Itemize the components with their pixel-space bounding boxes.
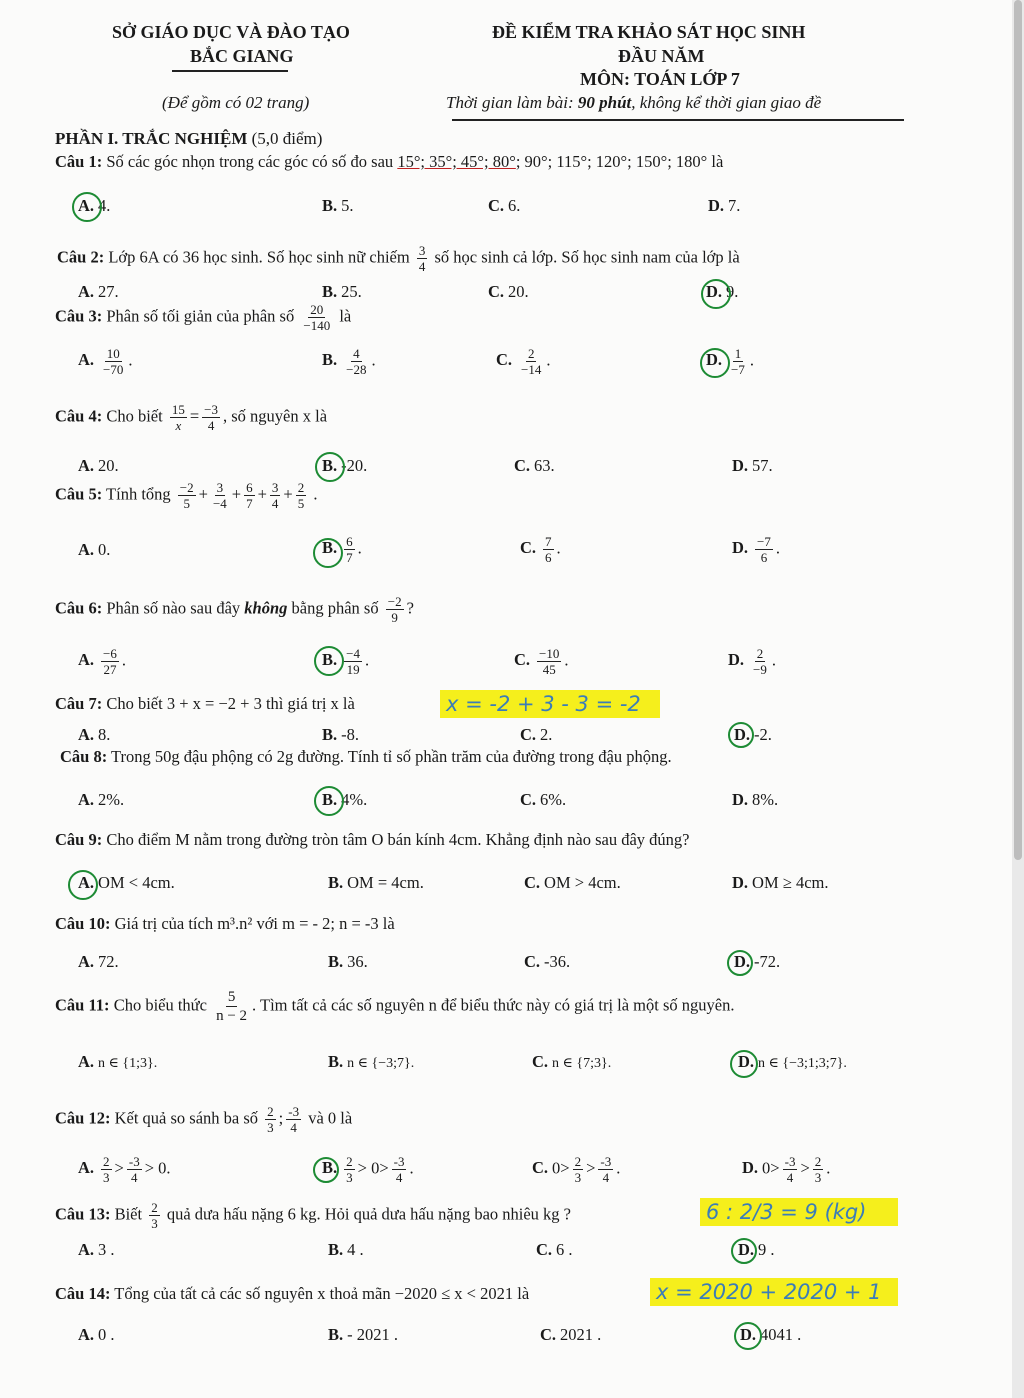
q4-option-a[interactable]: A. 20. <box>78 456 119 475</box>
q3-option-c[interactable]: C. $\frac{2}{-14}$ . <box>496 346 551 377</box>
q10-option-b[interactable]: B. 36. <box>328 952 368 971</box>
handwritten-answer-q7: x = -2 + 3 - 3 = -2 <box>440 690 660 718</box>
answer-circle-q3 <box>700 348 730 378</box>
q8-option-a[interactable]: A. 2%. <box>78 790 125 809</box>
fraction: $\frac{3}{4}$ <box>418 243 426 274</box>
answer-circle-q10 <box>727 950 753 976</box>
answer-circle-q2 <box>701 279 731 309</box>
q13-option-b[interactable]: B. 4 . <box>328 1240 364 1259</box>
exam-subtitle: ĐẦU NĂM <box>618 46 705 66</box>
q5-option-c[interactable]: C. $\frac{7}{6}$ . <box>520 534 561 565</box>
question-7: Câu 7: Cho biết 3 + x = −2 + 3 thì giá trị x là <box>55 694 355 713</box>
question-14: Câu 14: Tổng của tất cả các số nguyên x thoả mãn −2020 ≤ x < 2021 là <box>55 1284 530 1303</box>
question-12: Câu 12: Kết quả so sánh ba số $\frac{2}{3}$ ; $\frac{-3}{4}$ và 0 là <box>55 1104 353 1135</box>
answer-circle-q12 <box>313 1157 339 1183</box>
question-2: Câu 2: Lớp 6A có 36 học sinh. Số học sinh nữ chiếm $\frac{3}{4}$ số học sinh cả lớp. Số học sinh nam của lớp là <box>57 243 740 274</box>
q6-option-c[interactable]: C. $\frac{-10}{45}$ . <box>514 646 569 677</box>
q9-option-a[interactable]: A. OM < 4cm. <box>78 873 175 892</box>
q13-option-c[interactable]: C. 6 . <box>536 1240 573 1259</box>
q4-option-b[interactable]: B. -20. <box>322 456 368 475</box>
school-dept: SỞ GIÁO DỤC VÀ ĐÀO TẠO <box>112 22 350 42</box>
q7-option-a[interactable]: A. 8. <box>78 725 111 744</box>
question-13: Câu 13: Biết $\frac{2}{3}$ quả dưa hấu nặng 6 kg. Hỏi quả dưa hấu nặng bao nhiêu kg ? <box>55 1200 571 1231</box>
q1-option-b[interactable]: B. 5. <box>322 196 354 215</box>
answer-circle-q1 <box>72 192 102 222</box>
question-6: Câu 6: Phân số nào sau đây không bằng phân số $\frac{-2}{9}$ ? <box>55 594 414 625</box>
q2-option-a[interactable]: A. 27. <box>78 282 119 301</box>
question-11: Câu 11: Cho biểu thức $\frac{5}{n - 2}$ . Tìm tất cả các số nguyên n để biểu thức này có giá trị là một số nguyên. <box>55 989 735 1024</box>
header-divider-right <box>452 119 904 121</box>
q11-option-d[interactable]: D. n ∈ {−3;1;3;7}. <box>738 1052 847 1071</box>
q9-option-b[interactable]: B. OM = 4cm. <box>328 873 424 892</box>
q10-option-d[interactable]: D. -72. <box>734 952 781 971</box>
q6-option-b[interactable]: B. $\frac{-4}{19}$ . <box>322 646 370 677</box>
exam-title: ĐỀ KIỂM TRA KHẢO SÁT HỌC SINH <box>492 22 806 42</box>
q13-option-a[interactable]: A. 3 . <box>78 1240 115 1259</box>
q9-option-c[interactable]: C. OM > 4cm. <box>524 873 621 892</box>
q9-option-d[interactable]: D. OM ≥ 4cm. <box>732 873 829 892</box>
exam-time-note: Thời gian làm bài: 90 phút, không kể thời gian giao đề <box>446 93 822 112</box>
exam-subject: MÔN: TOÁN LỚP 7 <box>580 69 740 89</box>
answer-circle-q14 <box>734 1322 762 1350</box>
q8-option-b[interactable]: B. 4%. <box>322 790 368 809</box>
handwritten-answer-q14: x = 2020 + 2020 + 1 <box>650 1278 898 1306</box>
answer-circle-q4 <box>315 452 345 482</box>
q12-option-b[interactable]: B. $\frac{2}{3}$ > 0> $\frac{-3}{4}$ . <box>322 1154 414 1185</box>
q1-option-a[interactable]: A. 4. <box>78 196 111 215</box>
q6-option-a[interactable]: A. $\frac{-6}{27}$ . <box>78 646 127 677</box>
q7-option-d[interactable]: D. -2. <box>734 725 772 744</box>
question-9: Câu 9: Cho điểm M nằm trong đường tròn tâm O bán kính 4cm. Khẳng định nào sau đây đúng? <box>55 830 690 849</box>
q6-option-d[interactable]: D. $\frac{2}{-9}$ . <box>728 646 777 677</box>
q5-option-a[interactable]: A. 0. <box>78 540 111 559</box>
q3-option-b[interactable]: B. $\frac{4}{-28}$ . <box>322 346 376 377</box>
q8-option-d[interactable]: D. 8%. <box>732 790 779 809</box>
q2-option-d[interactable]: D. 9. <box>706 282 739 301</box>
header-divider-left <box>172 70 288 72</box>
q14-option-a[interactable]: A. 0 . <box>78 1325 115 1344</box>
answer-circle-q13 <box>731 1238 757 1264</box>
answer-circle-q7 <box>728 722 754 748</box>
q2-option-c[interactable]: C. 20. <box>488 282 529 301</box>
q11-option-b[interactable]: B. n ∈ {−3;7}. <box>328 1052 415 1071</box>
q10-option-a[interactable]: A. 72. <box>78 952 119 971</box>
school-province: BẮC GIANG <box>190 46 294 66</box>
q11-option-c[interactable]: C. n ∈ {7;3}. <box>532 1052 612 1071</box>
answer-circle-q6 <box>314 646 344 676</box>
question-4: Câu 4: Cho biết $\frac{15}{x}$ = $\frac{-3}{4}$ , số nguyên x là <box>55 402 328 433</box>
q3-option-d[interactable]: D. $\frac{1}{-7}$ . <box>706 346 755 377</box>
question-5: Câu 5: Tính tổng $\frac{-2}{5}$ + $\frac{3}{-4}$ + $\frac{6}{7}$ + $\frac{3}{4}$ + $\frac{2}{5}$ . <box>55 480 318 511</box>
q12-option-a[interactable]: A. $\frac{2}{3}$ > $\frac{-3}{4}$ > 0. <box>78 1154 171 1185</box>
q14-option-b[interactable]: B. - 2021 . <box>328 1325 399 1344</box>
q1-option-c[interactable]: C. 6. <box>488 196 521 215</box>
q12-option-c[interactable]: C. 0> $\frac{2}{3}$ > $\frac{-3}{4}$ . <box>532 1154 621 1185</box>
q3-option-a[interactable]: A. $\frac{10}{-70}$ . <box>78 346 133 377</box>
q1-option-d[interactable]: D. 7. <box>708 196 741 215</box>
q14-option-c[interactable]: C. 2021 . <box>540 1325 602 1344</box>
q14-option-d[interactable]: D. 4041 . <box>740 1325 802 1344</box>
q5-option-d[interactable]: D. $\frac{-7}{6}$ . <box>732 534 781 565</box>
q11-option-a[interactable]: A. n ∈ {1;3}. <box>78 1052 158 1071</box>
q2-option-b[interactable]: B. 25. <box>322 282 362 301</box>
question-1: Câu 1: Số các góc nhọn trong các góc có số đo sau 15°; 35°; 45°; 80°; 90°; 115°; 120°; 150°; 180° là <box>55 152 724 171</box>
q8-option-c[interactable]: C. 6%. <box>520 790 567 809</box>
q13-option-d[interactable]: D. 9 . <box>738 1240 775 1259</box>
section-title: PHẦN I. TRẮC NGHIỆM (5,0 điểm) <box>55 129 323 148</box>
q4-option-c[interactable]: C. 63. <box>514 456 555 475</box>
q7-option-c[interactable]: C. 2. <box>520 725 553 744</box>
question-8: Câu 8: Trong 50g đậu phộng có 2g đường. Tính tỉ số phần trăm của đường trong đậu phộng. <box>60 747 672 766</box>
q7-option-b[interactable]: B. -8. <box>322 725 360 744</box>
question-3: Câu 3: Phân số tối giản của phân số $\frac{20}{-140}$ là <box>55 302 352 333</box>
answer-circle-q8 <box>314 786 344 816</box>
answer-circle-q9 <box>68 870 98 900</box>
q10-option-c[interactable]: C. -36. <box>524 952 571 971</box>
handwritten-answer-q13: 6 : 2/3 = 9 (kg) <box>700 1198 898 1226</box>
question-10: Câu 10: Giá trị của tích m³.n² với m = - 2; n = -3 là <box>55 914 395 933</box>
page-count-note: (Để gồm có 02 trang) <box>162 93 310 112</box>
scrollbar[interactable] <box>1014 0 1022 860</box>
q4-option-d[interactable]: D. 57. <box>732 456 773 475</box>
q5-option-b[interactable]: B. $\frac{6}{7}$ . <box>322 534 362 565</box>
answer-circle-q11 <box>730 1050 758 1078</box>
q12-option-d[interactable]: D. 0> $\frac{-3}{4}$ > $\frac{2}{3}$ . <box>742 1154 831 1185</box>
answer-circle-q5 <box>313 538 343 568</box>
